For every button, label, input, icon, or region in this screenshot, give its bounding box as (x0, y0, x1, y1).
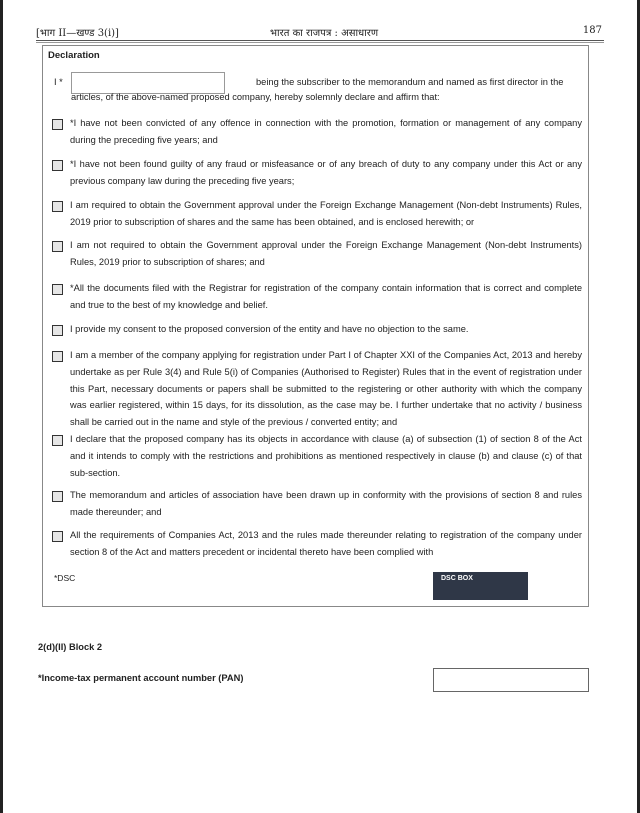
item-text: *I have not been convicted of any offence in connection with the promotion, formation or management of any company during the preceding five years; and (70, 118, 582, 145)
checkbox[interactable] (52, 241, 63, 252)
intro-prefix: I * (54, 77, 63, 87)
checkbox[interactable] (52, 351, 63, 362)
checkbox[interactable] (52, 491, 63, 502)
checkbox[interactable] (52, 119, 63, 130)
page-number: 187 (582, 25, 602, 36)
intro-line1: being the subscriber to the memorandum and named as first director in the (256, 77, 564, 87)
checkbox[interactable] (52, 201, 63, 212)
declaration-title: Declaration (48, 50, 100, 61)
header-part: [भाग II—खण्ड 3(i)] (36, 28, 119, 39)
item-text: *I have not been found guilty of any fraud or misfeasance or of any breach of duty to any company under this Act or any previous company law during the preceding five years; (70, 159, 582, 186)
checkbox[interactable] (52, 531, 63, 542)
header-gazette-title: भारत का राजपत्र : असाधारण (270, 28, 379, 39)
intro-line2: articles, of the above-named proposed company, hereby solemnly declare and affirm that: (71, 92, 440, 102)
item-text: I provide my consent to the proposed conversion of the entity and have no objection to the same. (70, 324, 469, 334)
item-text: I declare that the proposed company has its objects in accordance with clause (a) of subsection (1) of section 8 of the Act and it intends to comply with the restrictions and prohibitions as mentioned respectively in clause (b) and clause (c) of that sub-section. (70, 434, 582, 478)
left-border (0, 0, 3, 813)
block2-title: 2(d)(II) Block 2 (38, 642, 103, 652)
checkbox[interactable] (52, 435, 63, 446)
item-text: All the requirements of Companies Act, 2013 and the rules made thereunder relating to registration of the company under section 8 of the Act and matters precedent or incidental thereto have been complied with (70, 530, 582, 557)
item-text: I am required to obtain the Government approval under the Foreign Exchange Management (Non-debt Instruments) Rules, 2019 prior to subscription of shares and the same has been obtained, and is enclosed herewith; or (70, 200, 582, 227)
item-text: I am a member of the company applying for registration under Part I of Chapter XXI of the Companies Act, 2013 and hereby undertake as per Rule 3(4) and Rule 5(i) of Companies (Authorised to Register) Rules that in the event of registration under this Part, necessary documents or papers shall be submitted to the registering or other authority with which the company was earlier registered, within 15 days, for its dissolution, as the case may be. I further undertake that no activity / business shall be carried out in the name and style of the previous / converted entity; and (70, 350, 582, 428)
item-text: I am not required to obtain the Government approval under the Foreign Exchange Management (Non-debt Instruments) Rules, 2019 prior to subscription of shares; and (70, 240, 582, 267)
dsc-label: *DSC (54, 573, 76, 583)
header-rule (36, 40, 604, 43)
checkbox[interactable] (52, 160, 63, 171)
dsc-box-button[interactable]: DSC BOX (433, 572, 528, 600)
item-text: *All the documents filed with the Registrar for registration of the company contain information that is correct and complete and true to the best of my knowledge and belief. (70, 283, 582, 310)
pan-input[interactable] (433, 668, 589, 692)
checkbox[interactable] (52, 325, 63, 336)
item-text: The memorandum and articles of association have been drawn up in conformity with the provisions of section 8 and rules made thereunder; and (70, 490, 582, 517)
pan-label: *Income-tax permanent account number (PAN) (38, 673, 244, 683)
checkbox[interactable] (52, 284, 63, 295)
